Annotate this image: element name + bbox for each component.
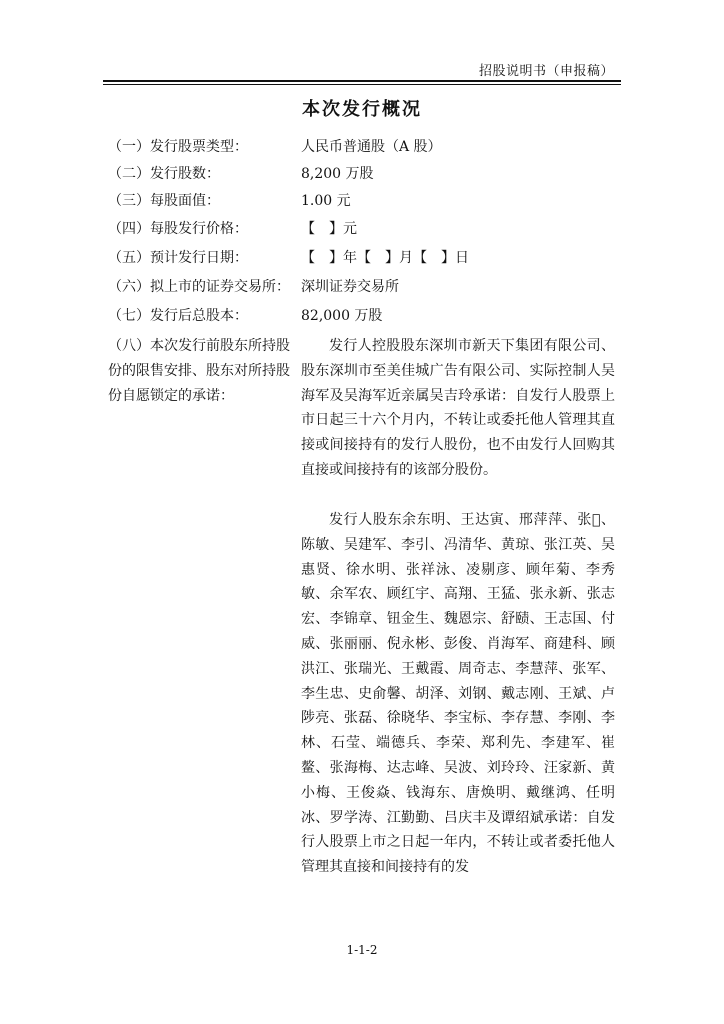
row-label: （一）发行股票类型：	[108, 139, 248, 155]
row-value: 82,000 万股	[301, 308, 383, 324]
row-value: 【 】元	[301, 221, 357, 237]
overview-row	[108, 218, 628, 244]
overview-row	[108, 136, 628, 162]
document-header: 招股说明书（申报稿）	[478, 64, 614, 79]
row-value: 8,200 万股	[301, 166, 374, 182]
row-label: （六）拟上市的证券交易所：	[108, 279, 290, 295]
row-value: 【 】年【 】月【 】日	[301, 250, 469, 266]
row-label: （三）每股面值：	[108, 193, 220, 209]
row-label: （四）每股发行价格：	[108, 221, 248, 237]
row-label: （五）预计发行日期：	[108, 250, 248, 266]
overview-row	[108, 163, 628, 189]
row-value: 人民币普通股（A 股）	[301, 139, 442, 155]
lockup-label: （八）本次发行前股东所持股份的限售安排、股东对所持股份自愿锁定的承诺：	[108, 338, 290, 404]
row-label: （二）发行股数：	[108, 166, 220, 182]
lockup-paragraph-controlling-shareholder: 发行人控股股东深圳市新天下集团有限公司、股东深圳市至美佳城广告有限公司、实际控制人吴海军及吴海军近亲属吴吉玲承诺：自发行人股票上市日起三十六个月内，不转让或委托他人管理其直接或间接持有的发行人股份，也不由发行人回购其直接或间接持有的该部分股份。	[301, 338, 615, 478]
row-value: 1.00 元	[301, 193, 351, 209]
overview-row	[108, 305, 628, 331]
overview-row	[108, 247, 628, 273]
overview-row	[108, 190, 628, 216]
header-rule	[103, 80, 621, 85]
row-label: （七）发行后总股本：	[108, 308, 248, 324]
overview-row	[108, 276, 628, 302]
page-title: 本次发行概况	[302, 99, 422, 120]
lockup-paragraph-other-shareholders: 发行人股东余东明、王达寅、邢萍萍、张𪸩、陈敏、吴建军、李引、冯清华、黄琼、张江英、吴惠贤、徐水明、张祥泳、凌剔彦、顾年菊、李秀敏、余军农、顾红宇、高翔、王猛、张永新、张志宏、李锦章、钮金生、魏恩宗、舒赜、王志国、付威、张丽丽、倪永彬、彭俊、肖海军、商建科、顾洪江、张瑞光、王戴霞、周奇志、李慧萍、张军、李生忠、史俞馨、胡泽、刘钢、戴志刚、王斌、卢陟亮、张磊、徐晓华、李宝标、李存慧、李刚、李林、石莹、端德兵、李荣、郑利先、李建军、崔鳌、张海梅、达志峰、吴波、刘玲玲、汪家新、黄小梅、王俊焱、钱海东、唐焕明、戴继鸿、任明冰、罗学涛、江勤勤、吕庆丰及谭绍斌承诺：自发行人股票上市之日起一年内，不转让或者委托他人管理其直接和间接持有的发	[301, 512, 615, 876]
page-number: 1-1-2	[346, 943, 378, 957]
row-value: 深圳证券交易所	[301, 279, 399, 295]
